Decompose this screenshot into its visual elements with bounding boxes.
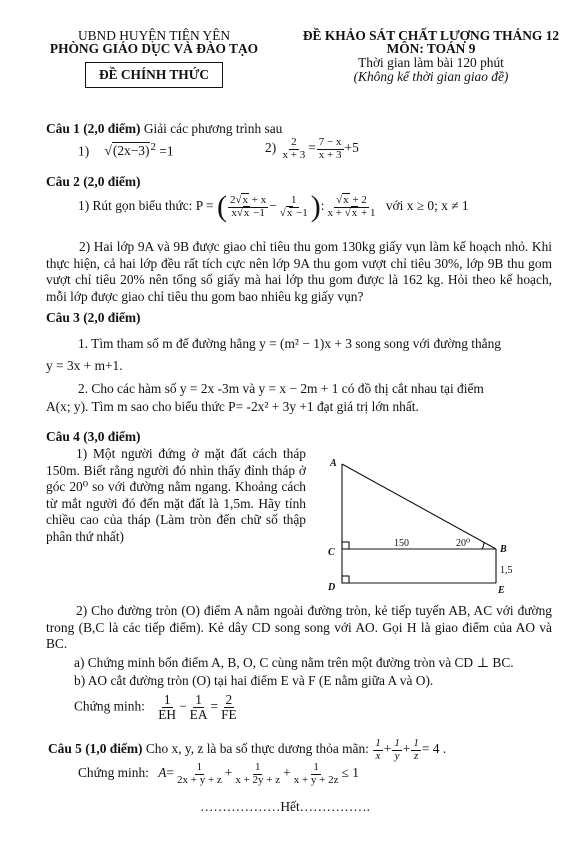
label-e: E [498, 585, 505, 596]
right-angle-c [342, 542, 349, 549]
label-height: 1,5 [500, 565, 513, 576]
q4-part2: 2) Cho đường tròn (O) điểm A nằm ngoài đường tròn, kẻ tiếp tuyến AB, AC với đường trong (B,C là các tiếp điểm). Kẻ dây CD song song với AO. Gọi H là giao điểm của AO và BC. [46, 603, 552, 651]
official-badge: ĐỀ CHÍNH THỨC [85, 62, 223, 88]
q4-part2a: a) Chứng minh bốn điểm A, B, O, C cùng nằm trên một đường tròn và CD ⊥ BC. [74, 655, 514, 670]
q4-part2b: b) AO cắt đường tròn (O) tại hai điểm E và F (E nằm giữa A và O). [74, 673, 434, 688]
q2-part2: 2) Hai lớp 9A và 9B được giao chỉ tiêu thu gom 130kg giấy vụn làm kế hoạch nhỏ. Khi thực hiện, cả hai lớp đều rất tích cực nên lớp 9A thu gom vượt chỉ tiêu 30%, lớp 9B thu gom vượt chỉ tiêu 20% nên tổng số giấy mà hai lớp thu gom được là 162 kg. Hỏi theo kế hoạch, mỗi lớp được giao chỉ tiêu thu gom bao nhiêu kg giấy vụn? [46, 239, 552, 304]
label-d: D [328, 582, 336, 593]
line-of-sight [342, 464, 496, 549]
q5-inequality: Chứng minh: A= $\frac{1}{2x + y + z}$ + $\frac{1}{x + 2y + z}$ + $\frac{1}{x + y + 2z}$ ≤ 1 [78, 761, 359, 786]
angle-arc [482, 542, 484, 549]
q1-part1: 1) $√(2x-3)^2 =1$ [78, 141, 174, 159]
district-name: UBND HUYỆN TIÊN YÊN [77, 28, 231, 43]
q3-part2-line2: A(x; y). Tìm m sao cho biểu thức P= -2x² + 3y +1 đạt giá trị lớn nhất. [46, 399, 419, 414]
right-angle-d [342, 576, 349, 583]
label-b: B [500, 544, 507, 555]
q3-part1-line2: y = 3x + m+1. [46, 358, 123, 373]
end-marker: ………………Hết……………. [200, 799, 370, 814]
q4-part2c: Chứng minh: $\frac{1}{EH}$ − $\frac{1}{EA}$ = $\frac{2}{FE}$ [74, 692, 237, 723]
exam-title: ĐỀ KHẢO SÁT CHẤT LƯỢNG THÁNG 12 [302, 28, 560, 43]
label-c: C [328, 547, 335, 558]
q1-heading: Câu 1 (2,0 điểm) Giải các phương trình sau [46, 121, 283, 136]
q4-part1: 1) Một người đứng ở mặt đất cách tháp 150m. Biết rằng người đó nhìn thấy đỉnh tháp ở góc 20⁰ so với đường nằm ngang. Khoảng cách từ mắt người đó đến mặt đất là 1,5m. Hãy tính chiều cao của tháp (Làm tròn đến chữ số thập phân thứ nhất) [46, 446, 306, 544]
duration: Thời gian làm bài 120 phút [358, 55, 504, 70]
tower-figure [316, 452, 526, 602]
q3-part2-line1: 2. Cho các hàm số y = 2x -3m và y = x − 2m + 1 có đồ thị cắt nhau tại điểm [78, 381, 484, 396]
label-a: A [330, 458, 337, 469]
q4-heading: Câu 4 (3,0 điểm) [46, 429, 141, 444]
department-name: PHÒNG GIÁO DỤC VÀ ĐÀO TẠO [49, 41, 259, 56]
label-distance: 150 [394, 538, 409, 549]
q2-part1: 1) Rút gọn biểu thức: P = ( $\frac{2√x + x}{x√x -1}$ − $\frac{1}{√x -1}$ ): $\frac{√x + 2}{x + √x + 1}$ với x ≥ 0; x ≠ 1 [78, 190, 469, 223]
q2-heading: Câu 2 (2,0 điểm) [46, 174, 141, 189]
q1-part2: 2) $\frac{2}{x + 3}$ = $\frac{7 - x}{x + 3}$ +5 [265, 136, 359, 161]
label-angle: 20⁰ [456, 538, 471, 549]
q5-heading: Câu 5 (1,0 điểm) Cho x, y, z là ba số thực dương thỏa mãn: $\frac{1}{x}$ + $\frac{1}{y}$ + $\frac{1}{z}$ = 4 . [48, 737, 447, 762]
duration-note: (Không kể thời gian giao đề) [353, 69, 509, 84]
q3-heading: Câu 3 (2,0 điểm) [46, 310, 141, 325]
q3-part1: 1. Tìm tham số m để đường hẳng y = (m² − 1)x + 3 song song với đường thẳng [78, 336, 501, 351]
subject: MÔN: TOÁN 9 [386, 41, 476, 56]
